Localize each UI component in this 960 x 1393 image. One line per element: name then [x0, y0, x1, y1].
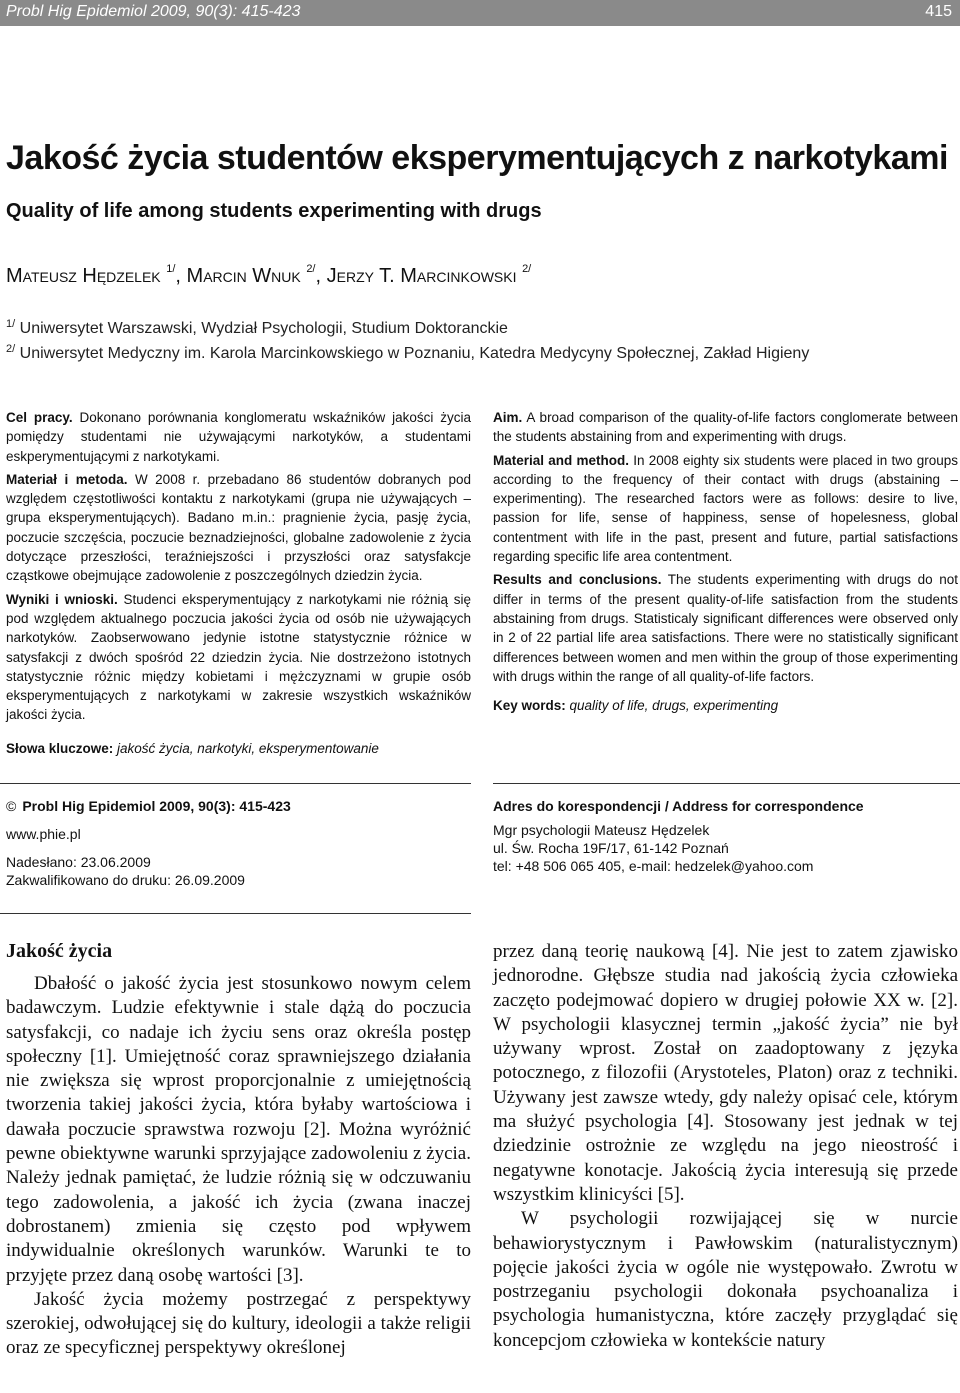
abstract-label: Wyniki i wnioski. [6, 591, 118, 607]
abstract-text: Studenci eksperymentujący z narkotykami nie różnią się pod względem aktualnego poczucia jakości życia od osób nie używających narkotyków. Zaobserwowano jedynie istotne statystycznie różnice w satysfakcji z dwóch spośród 22 dziedzin życia. Nie dostrzeżono istotnych statystycznie różnic między kobietami i mężczyznami w grupie osób eksperymentujących z narkotykami w zakresie wszystkich wskaźników jakości życia. [6, 591, 472, 723]
abstract-text: A broad comparison of the quality-of-life factors conglomerate between the students abstaining from and experimenting with drugs. [493, 410, 958, 445]
keywords-polish [6, 739, 471, 758]
running-header [0, 0, 960, 26]
correspondence-line: tel: +48 506 065 405, e-mail: hedzelek@yahoo.com [493, 858, 814, 874]
abstract-paragraph [493, 408, 958, 447]
body-paragraph: przez daną teorię naukową [4]. Nie jest to zatem zjawisko jednorodne. Głębsze studia nad jakością życia człowieka zaczęto podejmować dopiero w drugiej połowie XX w. [2]. W psychologii klasycznej termin „jakość życia” nie był używany wprost. Został on zaadoptowany z języka potocznego, z filozofii (Arystoteles, Platon) oraz z techniki. Używany jest zawsze wtedy, gdy należy opisać cele, którym ma służyć psychologia [4]. Stosowany jest jednak w tej dziedzinie ostrożnie ze względu na jego nieostrość i negatywne konotacje. Jakością życia interesują się przede wszystkim klinicyści [5]. [493, 941, 958, 1205]
keywords-text: quality of life, drugs, experimenting [565, 698, 779, 714]
abstract-paragraph [6, 590, 471, 725]
author-name: Marcin Wnuk [186, 265, 301, 287]
affiliation-sup: 2/ [6, 343, 16, 355]
abstract-label: Material and method. [493, 452, 629, 468]
abstract-paragraph [6, 408, 471, 466]
author-name: Mateusz Hędzelek [6, 265, 161, 287]
affiliation-text: Uniwersytet Warszawski, Wydział Psychologii, Studium Doktoranckie [19, 320, 508, 337]
abstract-english [493, 408, 958, 719]
correspondence-heading: Adres do korespondencji / Address for correspondence [493, 798, 864, 814]
abstract-label: Aim. [493, 410, 523, 425]
body-paragraph: W psychologii rozwijającej się w nurcie behawiorystycznym i Pawłowskim (naturalistycznym) pojęcie jakości życia w ogóle nie występowało. Zwrotu w postrzeganiu psychologii dokonała psychoanaliza i psychologia humanistyczna, które zaczęły przyglądać się koncepcjom człowieka w kontekście natury [493, 1208, 958, 1351]
abstract-text: In 2008 eighty six students were placed in two groups according to the frequency of their contact with drugs (abstaining – experimenting). The researched factors were as follows: desire to live, passion for life, sense of happiness, sense of hopelesness, global contentment with life in the past, present and future, partial satisfactions regarding specific life area contentment. [493, 452, 958, 565]
section-title: Jakość życia [6, 940, 113, 962]
divider [0, 913, 471, 914]
body-paragraph: Dbałość o jakość życia jest stosunkowo nowym celem badawczym. Ludzie efektywnie i stale dążą do poczucia satysfakcji, co nadaje ich życiu sens oraz określa postęp społeczny [1]. Umiejętność coraz sprawniejszego działania nie zwiększa się wprost proporcjonalnie z umiejętnością tworzenia takiej jakości życia, która byłaby wartościowa i dawała poczucie sprawstwa rozwoju [2]. Można wyróżnić pewne obiektywne warunki sprzyjające zadowoleniu z życia. Należy jednak pamiętać, że ludzie różnią się w odczuwaniu tego zadowolenia, a jakość ich życia (zwana inaczej dobrostanem) zmienia się często pod wpływem indywidualnie określonych warunków. Warunki te to przyjęte przez daną osobę wartości [3]. [6, 973, 471, 1286]
correspondence [493, 797, 958, 875]
author-sup: 2/ [306, 263, 316, 275]
affiliation-sup: 1/ [6, 318, 16, 330]
article-subtitle: Quality of life among students experimenting with drugs [6, 200, 542, 222]
page-number: 415 [925, 3, 952, 20]
divider [493, 783, 960, 784]
copyright-icon: © [6, 798, 17, 814]
article-title: Jakość życia studentów eksperymentujących z narkotykami [6, 139, 948, 177]
abstract-label: Cel pracy. [6, 410, 73, 425]
keywords-text: jakość życia, narkotyki, eksperymentowanie [113, 740, 379, 756]
affiliation [6, 320, 508, 338]
publication-meta [6, 797, 471, 889]
keywords-label: Słowa kluczowe: [6, 740, 114, 756]
author-name: Jerzy T. Marcinkowski [326, 265, 517, 287]
abstract-paragraph [493, 570, 958, 686]
abstract-polish [6, 408, 471, 762]
author-list: Mateusz Hędzelek $^{1/}$, Marcin Wnuk $^{2/}$, Jerzy T. Marcinkowski $^{2/}$ [6, 263, 532, 287]
author-sup: 1/ [166, 263, 176, 275]
abstract-paragraph [493, 451, 958, 567]
meta-citation-line [6, 797, 471, 815]
abstract-text: Dokonano porównania konglomeratu wskaźników jakości życia pomiędzy studentami nie używającymi narkotyków, a studentami eskperymentującymi z narkotykami. [6, 410, 471, 464]
meta-accepted: Zakwalifikowano do druku: 26.09.2009 [6, 872, 245, 888]
affiliation-text: Uniwersytet Medyczny im. Karola Marcinkowskiego w Poznaniu, Katedra Medycyny Społecznej, Zakład Higieny [19, 345, 810, 362]
body-column-left [6, 972, 471, 1361]
abstract-paragraph [6, 470, 471, 586]
meta-citation: Probl Hig Epidemiol 2009, 90(3): 415-423 [22, 798, 291, 814]
divider [0, 783, 471, 784]
abstract-text: W 2008 r. przebadano 86 studentów dobranych pod względem częstotliwości kontaktu z narkotykami (grupa nie używających – grupa eksperymentujących). Badano m.in.: pragnienie życia, pasję życia, poczucie szczęścia, poczucie beznadziejności, globalne zadowolenie z życia dotyczące przeszłości, teraźniejszości i przyszłości oraz satysfakcje cząstkowe obejmujące zadowolenie z poszczególnych dziedzin życia. [6, 471, 471, 584]
keywords-english [493, 696, 958, 715]
author-sup: 2/ [522, 263, 532, 275]
correspondence-line: ul. Św. Rocha 19F/17, 61-142 Poznań [493, 840, 729, 856]
meta-received: Nadesłano: 23.06.2009 [6, 854, 151, 870]
abstract-text: The students experimenting with drugs do not differ in terms of the present quality-of-life satisfaction from the students abstaining from drugs. Statisticaly significant differences were observed only in 2 of 22 partial life area satisfactions. There were no statistically significant differences between women and men within the group of those experimenting with drugs within the range of all quality-of-life factors. [493, 572, 958, 684]
affiliation [6, 345, 809, 363]
meta-url[interactable]: www.phie.pl [6, 826, 81, 842]
abstract-label: Results and conclusions. [493, 572, 662, 588]
keywords-label: Key words: [493, 698, 566, 714]
abstract-label: Materiał i metoda. [6, 471, 128, 487]
body-column-right [493, 940, 958, 1353]
journal-citation: Probl Hig Epidemiol 2009, 90(3): 415-423 [6, 3, 301, 20]
correspondence-line: Mgr psychologii Mateusz Hędzelek [493, 822, 710, 838]
body-paragraph: Jakość życia możemy postrzegać z perspektywy szerokiej, odwołującej się do kultury, ideologii a także religii oraz ze specyficznej perspektywy określonej [6, 1288, 471, 1359]
